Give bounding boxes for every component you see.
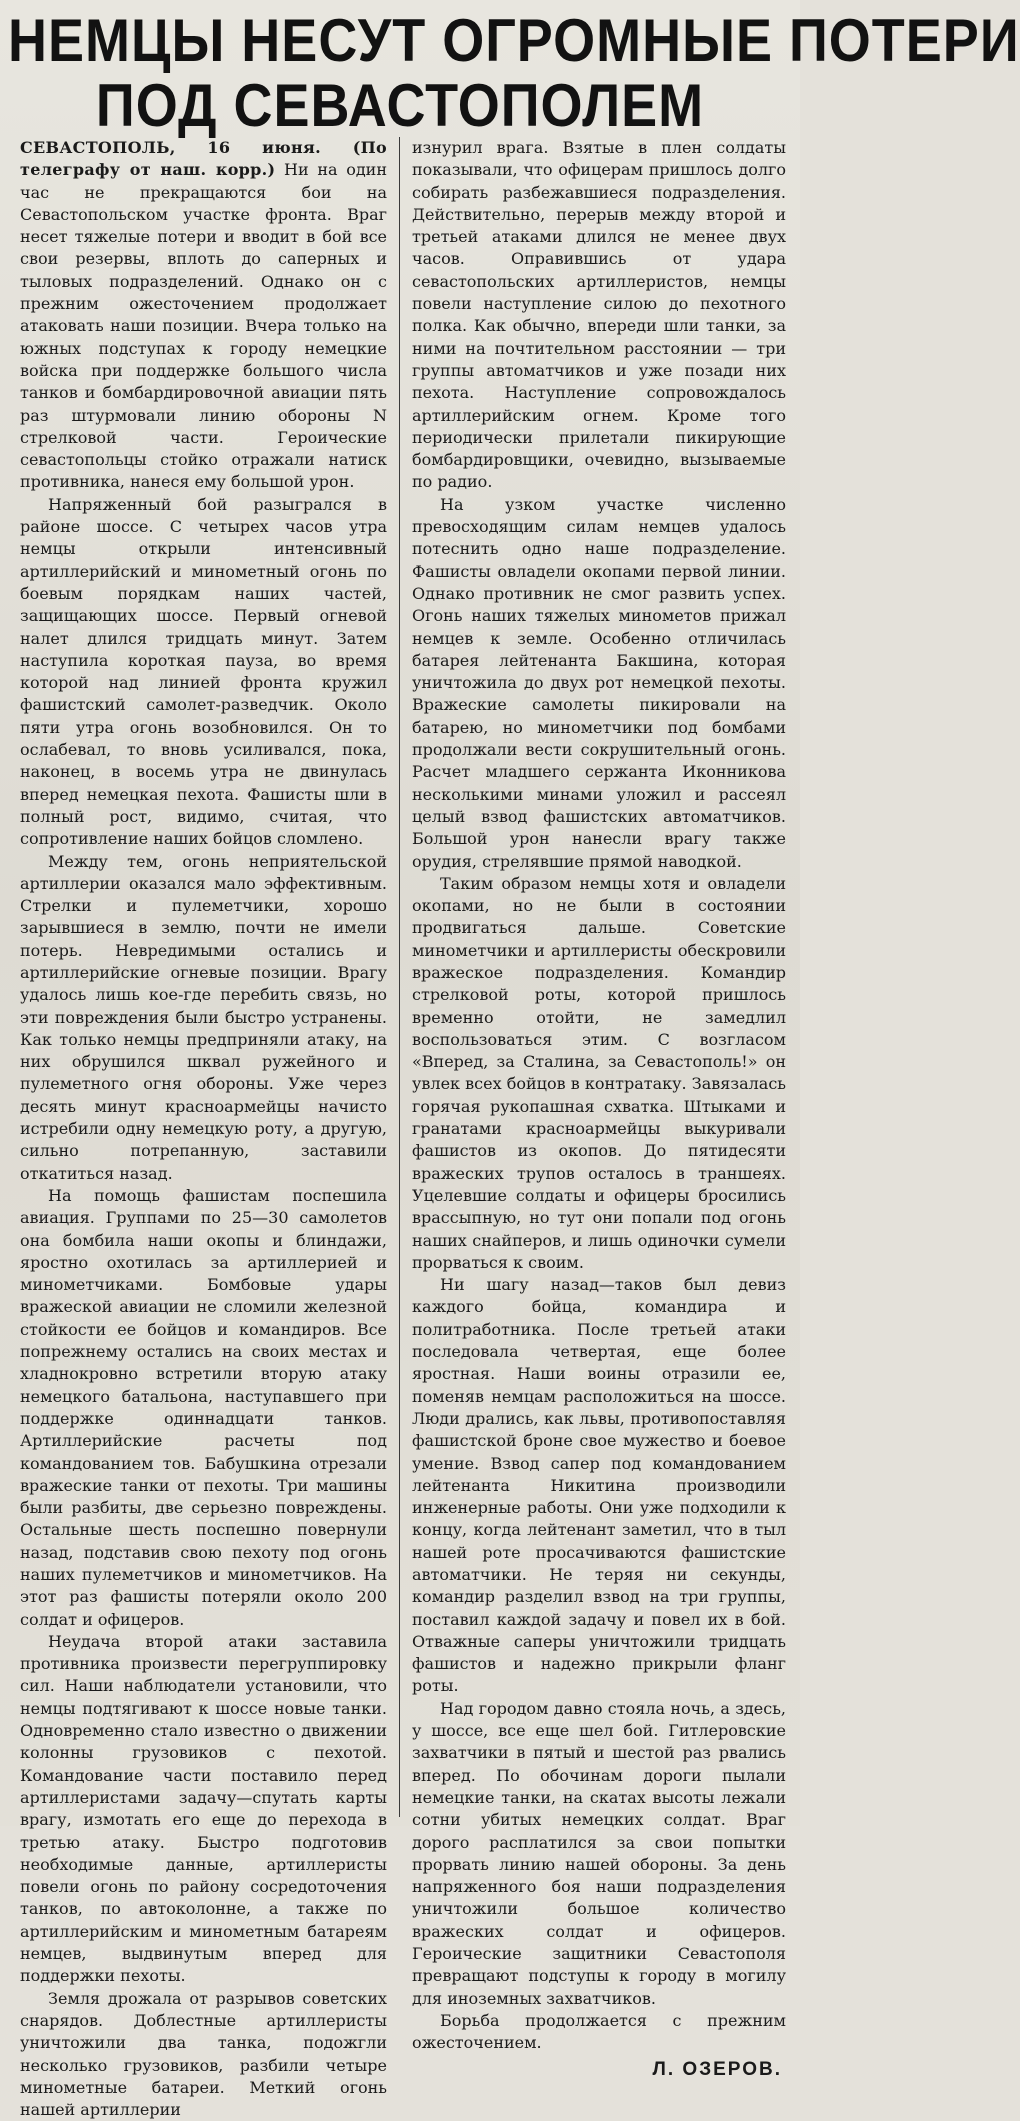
headline-line-2: ПОД СЕВАСТОПОЛЕМ <box>95 72 705 140</box>
paragraph: Над городом давно стояла ночь, а здесь, у шоссе, все еще шел бой. Гитлеровские захватчики в пятый и шестой раз рвались вперед. По обочинам дороги пылали немецкие танки, на скатах высоты лежали сотни убитых немецких солдат. Враг дорого расплатился за свои попытки прорвать линию нашей обороны. За день напряженного боя наши подразделения уничтожили большое количество вражеских солдат и офицеров. Героические защитники Севастополя превращают подступы к городу в могилу для иноземных захватчиков. <box>412 1698 786 2008</box>
dateline: СЕВАСТОПОЛЬ, 16 июня. (По телеграфу от наш. корр.) <box>20 138 387 180</box>
paragraph: Борьба продолжается с прежним ожесточением. <box>412 2010 786 2053</box>
right-column <box>400 137 792 2080</box>
left-column <box>8 137 400 2120</box>
paragraph <box>20 137 387 494</box>
paragraph: На помощь фашистам поспешила авиация. Группами по 25—30 самолетов она бомбила наши окопы и блиндажи, яростно охотилась за артиллерией и минометчиками. Бомбовые удары вражеской авиации не сломили железной стойкости ее бойцов и командиров. Все попрежнему остались на своих местах и хладнокровно встретили вторую атаку немецкого батальона, наступавшего при поддержке одиннадцати танков. Артиллерийские расчеты под командованием тов. Бабушкина отрезали вражеские танки от пехоты. Три машины были разбиты, две серьезно повреждены. Остальные шесть поспешно повернули назад, подставив свою пехоту под огонь наших пулеметчиков и минометчиков. На этот раз фашисты потеряли около 200 солдат и офицеров. <box>20 1185 387 1629</box>
headline <box>8 0 1020 140</box>
paragraph: На узком участке численно превосходящим силам немцев удалось потеснить одно наше подразделение. Фашисты овладели окопами первой линии. Однако противник не смог развить успех. Огонь наших тяжелых минометов прижал немцев к земле. Особенно отличилась батарея лейтенанта Бакшина, которая уничтожила до двух рот немецкой пехоты. Вражеские самолеты пикировали на батарею, но минометчики под бомбами продолжали вести сокрушительный огонь. Расчет младшего сержанта Иконникова несколькими минами уложил и рассеял целый взвод фашистских автоматчиков. Большой урон нанесли врагу также орудия, стрелявшие прямой наводкой. <box>412 494 786 871</box>
paragraph: Между тем, огонь неприятельской артиллерии оказался мало эффективным. Стрелки и пулеметчики, хорошо зарывшиеся в землю, почти не имели потерь. Невредимыми остались и артиллерийские огневые позиции. Врагу удалось лишь кое-где перебить связь, но эти повреждения были быстро устранены. Как только немцы предприняли атаку, на них обрушился шквал ружейного и пулеметного огня обороны. Уже через десять минут красноармейцы начисто истребили одну немецкую роту, а другую, сильно потрепанную, заставили откатиться назад. <box>20 851 387 1183</box>
paragraph: изнурил врага. Взятые в плен солдаты показывали, что офицерам пришлось долго собирать разбежавшиеся подразделения. Действительно, перерыв между второй и третьей атаками длился не менее двух часов. Оправившись от удара севастопольских артиллеристов, немцы повели наступление силою до пехотного полка. Как обычно, впереди шли танки, за ними на почтительном расстоянии — три группы автоматчиков и уже позади них пехота. Наступление сопровождалось артиллерийским огнем. Кроме того периодически прилетали пикирующие бомбардировщики, очевидно, вызываемые по радио. <box>412 138 786 492</box>
paragraph-text: Ни на один час не прекращаются бои на Севастопольском участке фронта. Враг несет тяжелые потери и вводит в бой все свои резервы, вплоть до саперных и тыловых подразделений. Однако он с прежним ожесточением продолжает атаковать наши позиции. Вчера только на южных подступах к городу немецкие войска при поддержке большого числа танков и бомбардировочной авиации пять раз штурмовали линию обороны N стрелковой части. Героические севастопольцы стойко отражали натиск противника, нанеся ему большой урон. <box>20 160 388 492</box>
paragraph: Неудача второй атаки заставила противника произвести перегруппировку сил. Наши наблюдатели установили, что немцы подтягивают к шоссе новые танки. Одновременно стало известно о движении колонны грузовиков с пехотой. Командование части поставило перед артиллеристами задачу—спутать карты врагу, измотать его еще до перехода в третью атаку. Быстро подготовив необходимые данные, артиллеристы повели огонь по району сосредоточения танков, по автоколонне, а также по артиллерийским и минометным батареям немцев, выдвинутым вперед для поддержки пехоты. <box>20 1631 387 1986</box>
headline-line-1: НЕМЦЫ НЕСУТ ОГРОМНЫЕ ПОТЕРИ <box>8 6 1020 75</box>
article-body <box>8 137 792 2120</box>
paragraph: Напряженный бой разыгрался в районе шоссе. С четырех часов утра немцы открыли интенсивный артиллерийский и минометный огонь по боевым порядкам наших частей, защищающих шоссе. Первый огневой налет длился тридцать минут. Затем наступила короткая пауза, во время которой над линией фронта кружил фашистский самолет-разведчик. Около пяти утра огонь возобновился. Он то ослабевал, то вновь усиливался, пока, наконец, в восемь утра не двинулась вперед немецкая пехота. Фашисты шли в полный рост, видимо, считая, что сопротивление наших бойцов сломлено. <box>20 494 387 849</box>
paragraph: Таким образом немцы хотя и овладели окопами, но не были в состоянии продвигаться дальше. Советские минометчики и артиллеристы обескровили вражеское подразделения. Командир стрелковой роты, которой пришлось временно отойти, не замедлил воспользоваться этим. С возгласом «Вперед, за Сталина, за Севастополь!» он увлек всех бойцов в контратаку. Завязалась горячая рукопашная схватка. Штыками и гранатами красноармейцы выкуривали фашистов из окопов. До пятидесяти вражеских трупов осталось в траншеях. Уцелевшие солдаты и офицеры бросились врассыпную, но тут они попали под огонь наших снайперов, и лишь одиночки сумели прорваться к своим. <box>412 873 786 1272</box>
paragraph: Земля дрожала от разрывов советских снарядов. Доблестные артиллеристы уничтожили два танка, подожгли несколько грузовиков, разбили четыре минометные батареи. Меткий огонь нашей артиллерии <box>20 1988 387 2120</box>
author-signature: Л. ОЗЕРОВ. <box>652 2058 782 2080</box>
paragraph: Ни шагу назад—таков был девиз каждого бойца, командира и политработника. После третьей атаки последовала четвертая, еще более яростная. Наши воины отразили ее, поменяв немцам расположиться на шоссе. Люди дрались, как львы, противопоставляя фашистской броне свое мужество и боевое умение. Взвод сапер под командованием лейтенанта Никитина производили инженерные работы. Они уже подходили к концу, когда лейтенант заметил, что в тыл нашей роте просачиваются фашистские автоматчики. Не теряя ни секунды, командир разделил взвод на три группы, поставил каждой задачу и повел их в бой. Отважные саперы уничтожили тридцать фашистов и надежно прикрыли фланг роты. <box>412 1275 786 1696</box>
